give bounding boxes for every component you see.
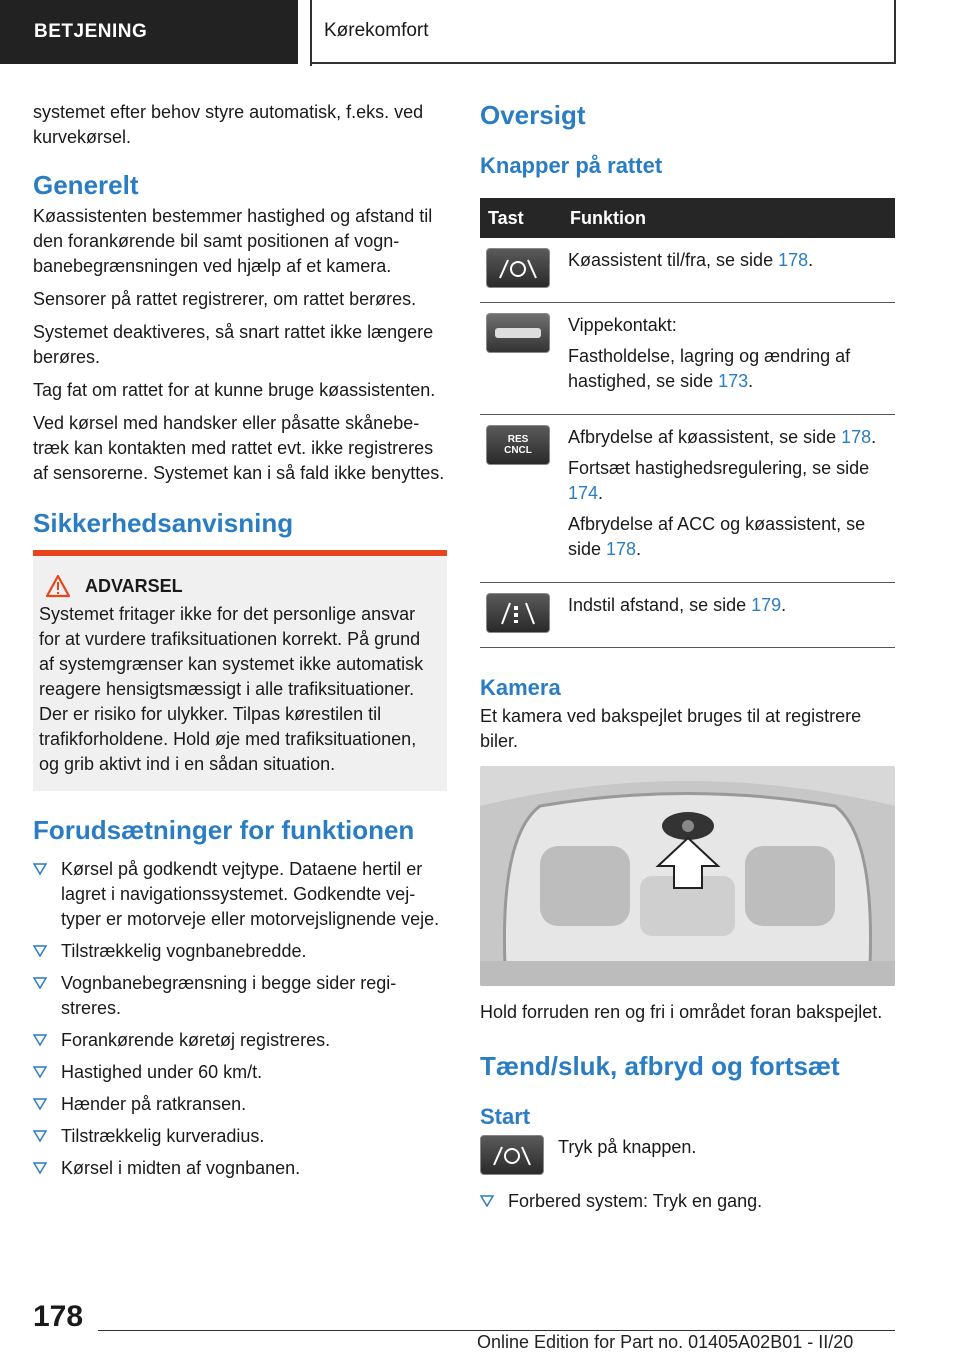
page-link[interactable]: 174 (568, 483, 599, 503)
prerequisites-list (33, 857, 447, 1181)
rocker-switch-icon (486, 313, 550, 353)
triangle-bullet-icon (33, 1162, 47, 1174)
start-text: Tryk på knappen. (558, 1137, 697, 1157)
page-header (0, 0, 960, 66)
rear-camera-illustration (480, 766, 895, 986)
triangle-bullet-icon (33, 977, 47, 989)
general-section (33, 204, 447, 486)
safety-heading: Sikkerhedsanvisning (33, 508, 294, 538)
table-row (480, 238, 895, 303)
paragraph: Tag fat om rattet for at kunne bruge køassistenten. (33, 380, 436, 400)
camera-text: Et kamera ved bakspejlet bruges til at registrere biler. (480, 706, 862, 751)
camera-caption: Hold forruden ren og fri i området foran bakspejlet. (480, 1002, 883, 1022)
triangle-bullet-icon (33, 863, 47, 875)
triangle-bullet-icon (33, 1098, 47, 1110)
toggle-heading: Tænd/sluk, afbryd og fortsæt (480, 1051, 840, 1081)
table-row (480, 303, 895, 415)
start-heading: Start (480, 1104, 531, 1129)
paragraph: Systemet deaktiveres, så snart rattet ikke længere berøres. (33, 322, 434, 367)
list-item: Tilstrækkelig vognbanebredde. (33, 939, 447, 964)
paragraph: Køassistenten bestemmer hastighed og afstand til den forankørende bil samt positionen af vognbanebegrænsningen ved hjælp af et kamera. (33, 206, 433, 276)
function-cell: Indstil afstand, se side 179. (562, 583, 895, 648)
list-item: Vognbanebegrænsning i begge sider registreres. (33, 971, 447, 1021)
res-cncl-button-icon: RES CNCL (486, 425, 550, 465)
prerequisites-heading: Forudsætninger for funktionen (33, 815, 415, 845)
camera-heading: Kamera (480, 675, 561, 700)
buttons-heading: Knapper på rattet (480, 153, 663, 178)
general-heading: Generelt (33, 170, 139, 200)
chapter-title: Kørekomfort (312, 0, 896, 64)
triangle-bullet-icon (33, 1066, 47, 1078)
triangle-bullet-icon (33, 945, 47, 957)
page-link[interactable]: 178 (841, 427, 872, 447)
distance-button-icon (486, 593, 550, 633)
start-list (480, 1189, 895, 1214)
function-cell: Afbrydelse af køassistent, se side 178. Fortsæt hastighedsregulering, se side 174. Afbrydelse af ACC og køassistent, se side 178. (562, 415, 895, 583)
column-header-key: Tast (480, 198, 562, 238)
paragraph: Ved kørsel med handsker eller påsatte skånebetræk kan kontakten med rattet evt. ikke registreres af sensorerne. Systemet kan i så fald ikke benyttes. (33, 413, 445, 483)
right-column (480, 100, 895, 1221)
column-header-function: Funktion (562, 198, 895, 238)
function-cell: Vippekontakt: Fastholdelse, lagring og ændring af hastighed, se side 173. (562, 303, 895, 415)
overview-heading: Oversigt (480, 100, 586, 130)
triangle-bullet-icon (33, 1130, 47, 1142)
page-link[interactable]: 179 (751, 595, 782, 615)
page-number: 178 (33, 1300, 84, 1333)
list-item: Hænder på ratkransen. (33, 1092, 447, 1117)
triangle-bullet-icon (33, 1034, 47, 1046)
warning-box (33, 550, 447, 791)
edition-text: Online Edition for Part no. 01405A02B01 - II/20 (477, 1332, 854, 1352)
start-instruction (480, 1135, 895, 1175)
left-column (33, 100, 447, 1188)
list-item: Hastighed under 60 km/t. (33, 1060, 447, 1085)
function-cell: Køassistent til/fra, se side 178. (562, 238, 895, 303)
warning-text: Systemet fritager ikke for det personlige ansvar for at vurdere trafiksituationen korrekt. På grund af systemgrænser kan systemet ikke automatisk reagere hensigtsmæssigt i alle trafiksituationer. Der er risiko for ulykker. Tilpas kørestilen til trafikforholdene. Hold øje med trafiksituationen, og grib aktivt ind i en sådan situation. (39, 604, 424, 774)
page-link[interactable]: 178 (778, 250, 809, 270)
lane-assist-button-icon (486, 248, 550, 288)
table-row (480, 583, 895, 648)
triangle-bullet-icon (480, 1195, 494, 1207)
intro-paragraph: systemet efter behov styre automatisk, f.eks. ved kurvekørsel. (33, 102, 424, 147)
warning-triangle-icon (45, 574, 71, 598)
buttons-table (480, 198, 895, 648)
warning-title-row (39, 574, 439, 598)
lane-assist-button-icon (480, 1135, 544, 1175)
page-link[interactable]: 178 (606, 539, 637, 559)
section-title: BETJENING (0, 0, 298, 64)
footer-divider (98, 1330, 895, 1331)
page-link[interactable]: 173 (718, 371, 749, 391)
list-item: Forbered system: Tryk en gang. (480, 1189, 895, 1214)
list-item: Forankørende køretøj registreres. (33, 1028, 447, 1053)
list-item: Kørsel på godkendt vejtype. Dataene hertil er lagret i navigationssystemet. Godkendte vejtyper er motorveje eller motorvejslignende veje. (33, 857, 447, 932)
warning-title: ADVARSEL (85, 575, 183, 596)
list-item: Kørsel i midten af vognbanen. (33, 1156, 447, 1181)
table-row (480, 415, 895, 583)
paragraph: Sensorer på rattet registrerer, om rattet berøres. (33, 289, 417, 309)
list-item: Tilstrækkelig kurveradius. (33, 1124, 447, 1149)
